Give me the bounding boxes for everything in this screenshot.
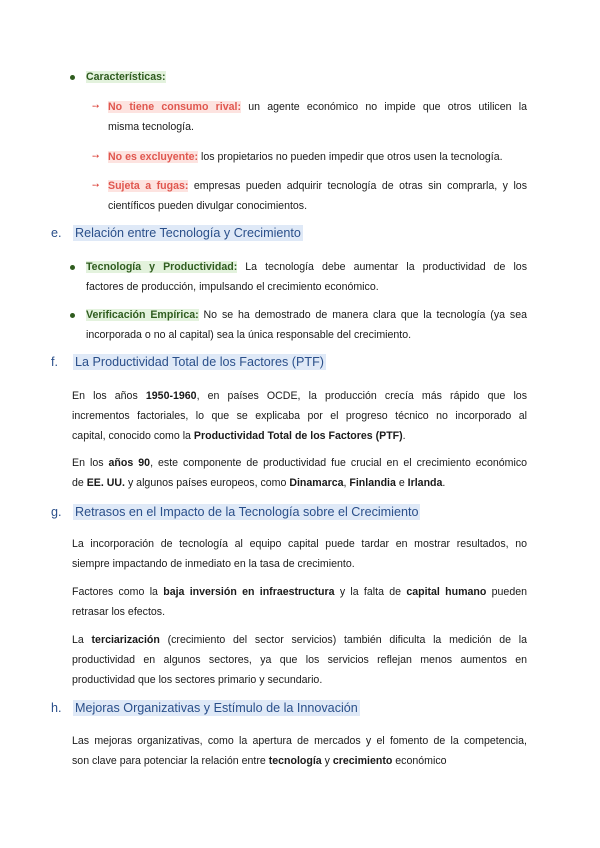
paragraph: En los años 1950-1960, en países OCDE, la producción crecía más rápido que los incrementos factoriales, lo que se explicaba por el progreso técnico no incorporado al capital, conocido como la Productividad Total de los Factores (PTF). bbox=[72, 390, 527, 442]
bullet-item: Verificación Empírica: No se ha demostrado de manera clara que la tecnología (ya sea incorporada o no al capital) sea la única responsable del crecimiento. bbox=[86, 309, 527, 341]
bullet-dot bbox=[70, 313, 75, 318]
bullet-item: Tecnología y Productividad: La tecnología debe aumentar la productividad de los factores de producción, impulsando el crecimiento económico. bbox=[86, 261, 527, 293]
section-heading-e: e. Relación entre Tecnología y Crecimiento bbox=[51, 226, 301, 240]
characteristic-item: Sujeta a fugas: empresas pueden adquirir tecnología de otras sin comprarla, y los científicos pueden divulgar conocimientos. bbox=[108, 180, 527, 212]
arrow-icon: ➙ bbox=[92, 151, 100, 161]
paragraph: La terciarización (crecimiento del sector servicios) también dificulta la medición de la productividad en algunos sectores, ya que los servicios reflejan menos aumentos en productividad que los sectores primario y secundario. bbox=[72, 634, 527, 686]
characteristic-item: No tiene consumo rival: un agente económico no impide que otros utilicen la misma tecnología. bbox=[108, 101, 527, 133]
section-heading-h: h. Mejoras Organizativas y Estímulo de la Innovación bbox=[51, 701, 358, 715]
section-heading-f: f. La Productividad Total de los Factores (PTF) bbox=[51, 355, 324, 369]
caracteristicas-label: Características: bbox=[86, 71, 166, 83]
paragraph: Las mejoras organizativas, como la apertura de mercados y el fomento de la competencia, son clave para potenciar la relación entre tecnología y crecimiento económico bbox=[72, 735, 527, 767]
paragraph: En los años 90, este componente de productividad fue crucial en el crecimiento económico de EE. UU. y algunos países europeos, como Dinamarca, Finlandia e Irlanda. bbox=[72, 457, 528, 489]
arrow-icon: ➙ bbox=[92, 101, 100, 111]
characteristic-item: No es excluyente: los propietarios no pueden impedir que otros usen la tecnología. bbox=[108, 151, 503, 163]
arrow-icon: ➙ bbox=[92, 180, 100, 190]
paragraph: La incorporación de tecnología al equipo capital puede tardar en mostrar resultados, no siempre impactando de inmediato en la tasa de crecimiento. bbox=[72, 538, 527, 570]
bullet-dot bbox=[70, 265, 75, 270]
paragraph: Factores como la baja inversión en infraestructura y la falta de capital humano pueden retrasar los efectos. bbox=[72, 586, 527, 618]
bullet-dot bbox=[70, 75, 75, 80]
section-heading-g: g. Retrasos en el Impacto de la Tecnología sobre el Crecimiento bbox=[51, 505, 419, 519]
